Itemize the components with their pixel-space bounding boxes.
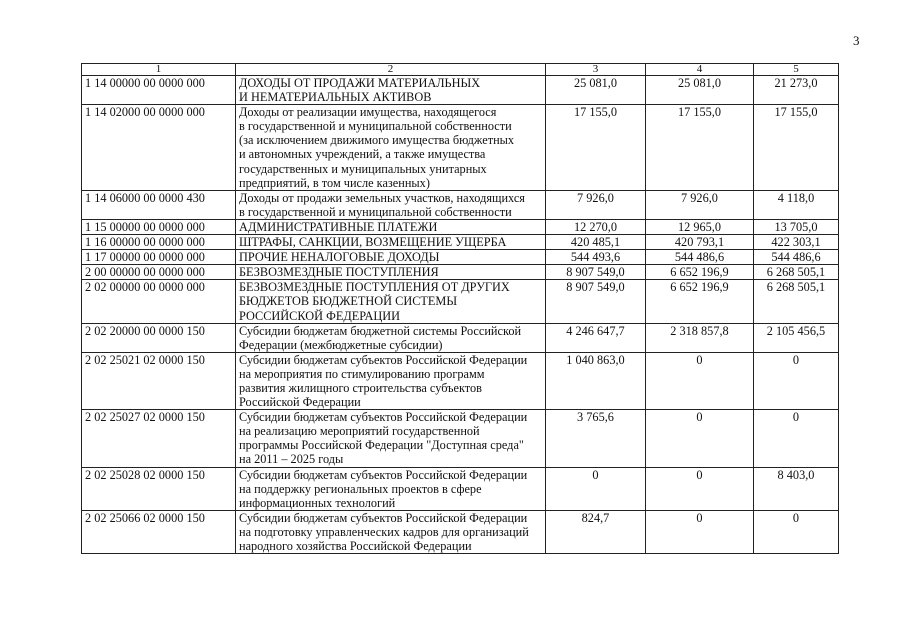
column-number: 3 xyxy=(546,64,646,76)
budget-code-cell: 2 02 25028 02 0000 150 xyxy=(82,467,236,510)
budget-code-cell: 1 17 00000 00 0000 000 xyxy=(82,250,236,265)
amount-col3-cell: 4 246 647,7 xyxy=(546,323,646,352)
amount-col3-cell: 3 765,6 xyxy=(546,410,646,467)
column-number: 5 xyxy=(754,64,839,76)
revenue-name-cell: АДМИНИСТРАТИВНЫЕ ПЛАТЕЖИ xyxy=(236,219,546,234)
amount-col3-cell: 8 907 549,0 xyxy=(546,280,646,323)
table-row xyxy=(82,190,839,219)
amount-col3-cell: 17 155,0 xyxy=(546,105,646,191)
amount-col5-cell: 6 268 505,1 xyxy=(754,265,839,280)
table-row xyxy=(82,219,839,234)
budget-code-cell: 1 14 00000 00 0000 000 xyxy=(82,76,236,105)
amount-col5-cell: 0 xyxy=(754,510,839,553)
amount-col5-cell: 0 xyxy=(754,352,839,409)
amount-col4-cell: 2 318 857,8 xyxy=(646,323,754,352)
amount-col4-cell: 12 965,0 xyxy=(646,219,754,234)
revenue-name-cell: Субсидии бюджетам субъектов Российской Федерации на поддержку региональных проектов в сфере информационных технологий xyxy=(236,467,546,510)
amount-col3-cell: 420 485,1 xyxy=(546,235,646,250)
amount-col5-cell: 13 705,0 xyxy=(754,219,839,234)
amount-col3-cell: 0 xyxy=(546,467,646,510)
table-row xyxy=(82,105,839,191)
budget-code-cell: 1 15 00000 00 0000 000 xyxy=(82,219,236,234)
amount-col3-cell: 824,7 xyxy=(546,510,646,553)
amount-col3-cell: 8 907 549,0 xyxy=(546,265,646,280)
budget-code-cell: 2 02 20000 00 0000 150 xyxy=(82,323,236,352)
table-row xyxy=(82,510,839,553)
amount-col3-cell: 7 926,0 xyxy=(546,190,646,219)
amount-col4-cell: 0 xyxy=(646,510,754,553)
revenue-name-cell: БЕЗВОЗМЕЗДНЫЕ ПОСТУПЛЕНИЯ xyxy=(236,265,546,280)
amount-col5-cell: 2 105 456,5 xyxy=(754,323,839,352)
amount-col5-cell: 422 303,1 xyxy=(754,235,839,250)
amount-col3-cell: 1 040 863,0 xyxy=(546,352,646,409)
revenue-name-cell: БЕЗВОЗМЕЗДНЫЕ ПОСТУПЛЕНИЯ ОТ ДРУГИХ БЮДЖЕТОВ БЮДЖЕТНОЙ СИСТЕМЫ РОССИЙСКОЙ ФЕДЕРАЦИИ xyxy=(236,280,546,323)
amount-col3-cell: 544 493,6 xyxy=(546,250,646,265)
table-row xyxy=(82,280,839,323)
amount-col5-cell: 17 155,0 xyxy=(754,105,839,191)
column-number: 1 xyxy=(82,64,236,76)
budget-code-cell: 2 02 25027 02 0000 150 xyxy=(82,410,236,467)
budget-code-cell: 1 16 00000 00 0000 000 xyxy=(82,235,236,250)
revenue-name-cell: Субсидии бюджетам субъектов Российской Федерации на мероприятия по стимулированию программ развития жилищного строительства субъектов Российской Федерации xyxy=(236,352,546,409)
amount-col4-cell: 17 155,0 xyxy=(646,105,754,191)
amount-col5-cell: 6 268 505,1 xyxy=(754,280,839,323)
amount-col4-cell: 6 652 196,9 xyxy=(646,280,754,323)
revenue-name-cell: Субсидии бюджетам субъектов Российской Федерации на реализацию мероприятий государственной программы Российской Федерации "Доступная среда" на 2011 – 2025 годы xyxy=(236,410,546,467)
table-row xyxy=(82,323,839,352)
amount-col4-cell: 6 652 196,9 xyxy=(646,265,754,280)
budget-code-cell: 2 02 25021 02 0000 150 xyxy=(82,352,236,409)
revenue-name-cell: ШТРАФЫ, САНКЦИИ, ВОЗМЕЩЕНИЕ УЩЕРБА xyxy=(236,235,546,250)
amount-col4-cell: 7 926,0 xyxy=(646,190,754,219)
table-row xyxy=(82,265,839,280)
revenue-name-cell: ПРОЧИЕ НЕНАЛОГОВЫЕ ДОХОДЫ xyxy=(236,250,546,265)
budget-code-cell: 2 02 00000 00 0000 000 xyxy=(82,280,236,323)
amount-col4-cell: 25 081,0 xyxy=(646,76,754,105)
amount-col4-cell: 0 xyxy=(646,410,754,467)
revenue-name-cell: ДОХОДЫ ОТ ПРОДАЖИ МАТЕРИАЛЬНЫХ И НЕМАТЕРИАЛЬНЫХ АКТИВОВ xyxy=(236,76,546,105)
amount-col4-cell: 544 486,6 xyxy=(646,250,754,265)
amount-col5-cell: 21 273,0 xyxy=(754,76,839,105)
amount-col4-cell: 0 xyxy=(646,352,754,409)
table-row xyxy=(82,352,839,409)
page-number: 3 xyxy=(853,33,860,48)
budget-code-cell: 2 00 00000 00 0000 000 xyxy=(82,265,236,280)
amount-col5-cell: 4 118,0 xyxy=(754,190,839,219)
budget-code-cell: 1 14 06000 00 0000 430 xyxy=(82,190,236,219)
column-number: 4 xyxy=(646,64,754,76)
revenue-name-cell: Субсидии бюджетам субъектов Российской Федерации на подготовку управленческих кадров для организаций народного хозяйства Российской Федерации xyxy=(236,510,546,553)
column-number-row xyxy=(82,64,839,76)
amount-col5-cell: 0 xyxy=(754,410,839,467)
table-row xyxy=(82,235,839,250)
table-row xyxy=(82,410,839,467)
column-number: 2 xyxy=(236,64,546,76)
amount-col3-cell: 12 270,0 xyxy=(546,219,646,234)
amount-col5-cell: 8 403,0 xyxy=(754,467,839,510)
budget-code-cell: 1 14 02000 00 0000 000 xyxy=(82,105,236,191)
amount-col5-cell: 544 486,6 xyxy=(754,250,839,265)
table-row xyxy=(82,467,839,510)
table-row xyxy=(82,250,839,265)
revenue-name-cell: Доходы от реализации имущества, находящегося в государственной и муниципальной собственности (за исключением движимого имущества бюджетных и автономных учреждений, а также имущества государственных и муниципальных унитарных предприятий, в том числе казенных) xyxy=(236,105,546,191)
revenue-name-cell: Доходы от продажи земельных участков, находящихся в государственной и муниципальной собственности xyxy=(236,190,546,219)
table-row xyxy=(82,76,839,105)
amount-col4-cell: 420 793,1 xyxy=(646,235,754,250)
budget-code-cell: 2 02 25066 02 0000 150 xyxy=(82,510,236,553)
amount-col4-cell: 0 xyxy=(646,467,754,510)
revenue-name-cell: Субсидии бюджетам бюджетной системы Российской Федерации (межбюджетные субсидии) xyxy=(236,323,546,352)
budget-revenue-table xyxy=(81,63,839,554)
amount-col3-cell: 25 081,0 xyxy=(546,76,646,105)
